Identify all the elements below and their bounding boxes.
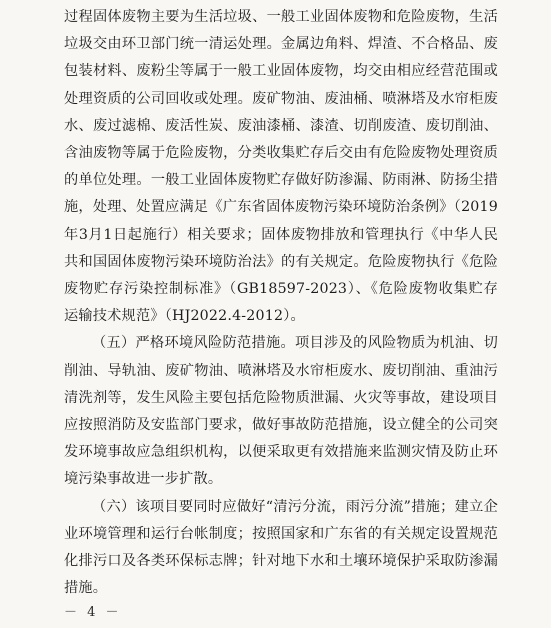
paragraph-risk-prevention: （五）严格环境风险防范措施。项目涉及的风险物质为机油、切削油、导轨油、废矿物油、喷淋塔及水帘柜废水、废切削油、重油污清洗剂等，发生风险主要包括危险物质泄漏、火灾等事故，建设项目应按照消防及安监部门要求，做好事故防范措施，设立健全的公司突发环境事故应急组织机构，以便采取更有效措施来监测灾情及防止环境污染事故进一步扩散。 (64, 335, 498, 488)
document-body (64, 4, 498, 602)
paragraph-water-separation: （六）该项目要同时应做好“清污分流，雨污分流”措施；建立企业环境管理和运行台帐制度；按照国家和广东省的有关规定设置规范化排污口及各类环保标志牌；针对地下水和土壤环境保护采取防渗漏措施。 (64, 498, 498, 597)
paragraph-solid-waste: 过程固体废物主要为生活垃圾、一般工业固体废物和危险废物，生活垃圾交由环卫部门统一清运处理。金属边角料、焊渣、不合格品、废包装材料、废粉尘等属于一般工业固体废物，均交由相应经营范围或处理资质的公司回收或处理。废矿物油、废油桶、喷淋塔及水帘柜废水、废过滤棉、废活性炭、废油漆桶、漆渣、切削废渣、废切削油、含油废物等属于危险废物，分类收集贮存后交由有危险废物处理资质的单位处理。一般工业固体废物贮存做好防渗漏、防雨淋、防扬尘措施，处理、处置应满足《广东省固体废物污染环境防治条例》（2019年3月1日起施行）相关要求；固体废物排放和管理执行《中华人民共和国固体废物污染环境防治法》的有关规定。危险废物执行《危险废物贮存污染控制标准》（GB18597-2023）、《危险废物收集贮存运输技术规范》（HJ2022.4-2012）。 (64, 9, 498, 325)
page-number: － 4 － (64, 605, 122, 620)
